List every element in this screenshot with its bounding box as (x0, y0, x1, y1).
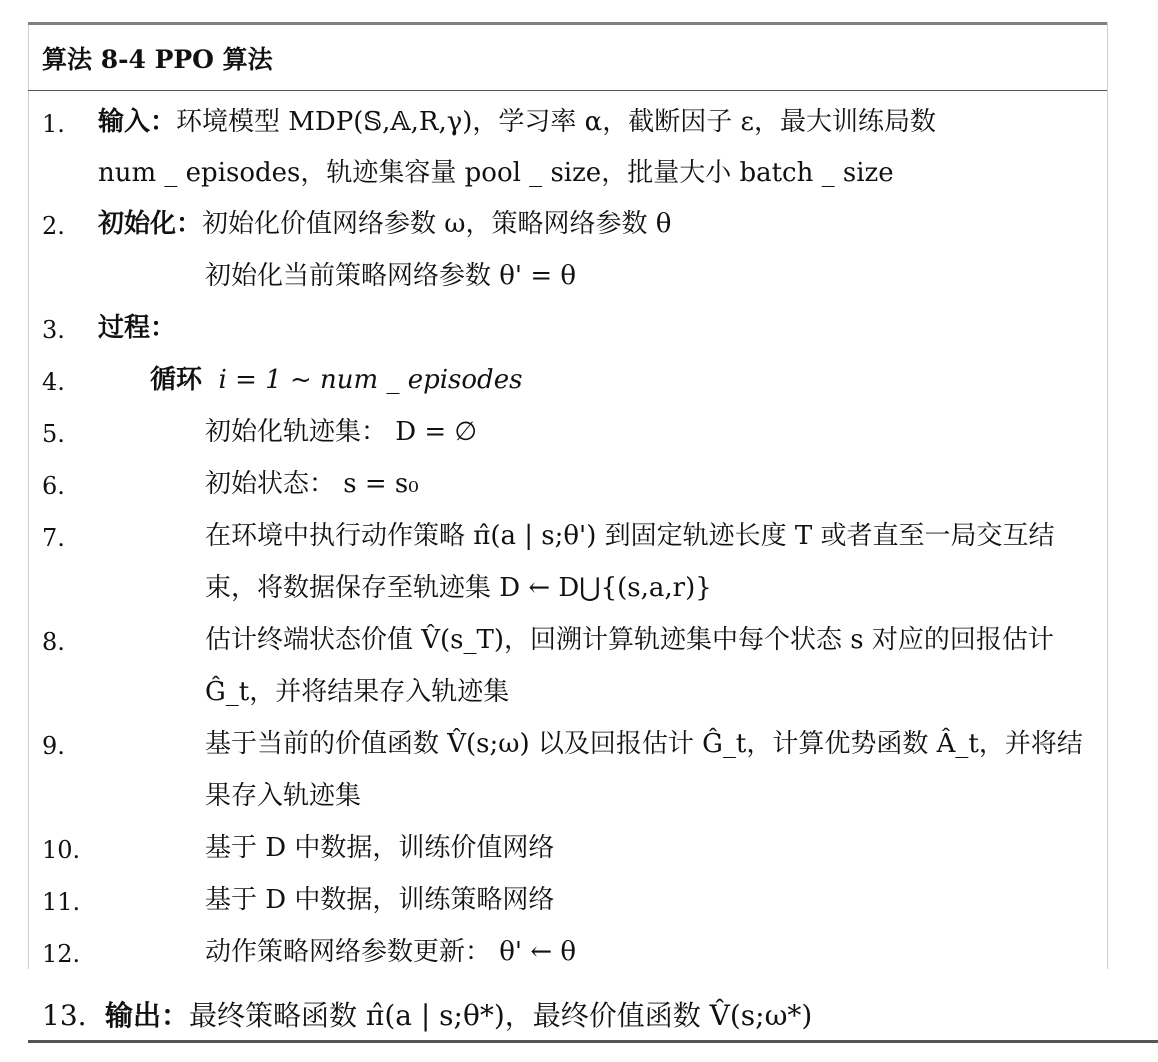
step-number-11: 11. (42, 888, 81, 916)
step-2-label: 初始化： (98, 209, 203, 239)
step-number-1: 1. (42, 110, 65, 138)
step-3-line-1 (98, 312, 176, 344)
step-number-4: 4. (42, 368, 65, 396)
step-number-5: 5. (42, 420, 65, 448)
step-1-line-2: num _ episodes，轨迹集容量 pool _ size，批量大小 batch _ size (98, 158, 894, 188)
step-number-13: 13. (42, 999, 87, 1032)
step-2-line-1 (98, 208, 671, 240)
step-4-text-1: i = 1 ~ num _ episodes (218, 365, 523, 395)
step-8-line-2: Ĝ_t，并将结果存入轨迹集 (205, 677, 510, 707)
step-number-2: 2. (42, 212, 65, 240)
step-13-label: 输出： (105, 999, 190, 1032)
step-1-text-1: 环境模型 MDP(𝕊,𝔸,R,γ)，学习率 α，截断因子 ε，最大训练局数 (176, 107, 936, 137)
step-11-line-1: 基于 D 中数据，训练策略网络 (205, 885, 555, 915)
step-12-line-1: 动作策略网络参数更新： θ' ← θ (205, 937, 577, 967)
step-6-line-1: 初始状态： s = s₀ (205, 469, 419, 499)
step-4-line-1 (150, 364, 522, 396)
step-number-3: 3. (42, 316, 65, 344)
top-rule (28, 22, 1107, 25)
step-number-9: 9. (42, 732, 65, 760)
algorithm-title: 算法 8-4 PPO 算法 (42, 45, 273, 74)
step-13-text-1: 最终策略函数 π̂(a | s;θ*)，最终价值函数 V̂(s;ω*) (189, 999, 813, 1032)
step-1-line-1 (98, 106, 936, 138)
step-7-line-1: 在环境中执行动作策略 π̂(a | s;θ') 到固定轨迹长度 T 或者直至一局交互结 (205, 521, 1055, 551)
bottom-rule (28, 1040, 1158, 1043)
step-9-line-1: 基于当前的价值函数 V̂(s;ω) 以及回报估计 Ĝ_t，计算优势函数 Â_t，并将结 (205, 729, 1083, 759)
step-number-7: 7. (42, 524, 65, 552)
step-10-line-1: 基于 D 中数据，训练价值网络 (205, 833, 555, 863)
header-rule (28, 90, 1107, 91)
step-number-6: 6. (42, 472, 65, 500)
step-4-label: 循环 (150, 365, 203, 395)
step-3-label: 过程： (98, 313, 177, 343)
step-5-line-1: 初始化轨迹集： D = ∅ (205, 417, 478, 447)
step-2-text-1: 初始化价值网络参数 ω，策略网络参数 θ (202, 209, 672, 239)
step-number-12: 12. (42, 940, 81, 968)
step-number-8: 8. (42, 628, 65, 656)
step-1-label: 输入： (98, 107, 177, 137)
step-2-line-2: 初始化当前策略网络参数 θ' = θ (205, 261, 577, 291)
step-13-line-1 (105, 998, 812, 1034)
step-7-line-2: 束，将数据保存至轨迹集 D ← D⋃{(s,a,r)} (205, 573, 712, 603)
step-number-10: 10. (42, 836, 81, 864)
step-9-line-2: 果存入轨迹集 (205, 781, 362, 811)
step-8-line-1: 估计终端状态价值 V̂(s_T)，回溯计算轨迹集中每个状态 s 对应的回报估计 (205, 625, 1054, 655)
